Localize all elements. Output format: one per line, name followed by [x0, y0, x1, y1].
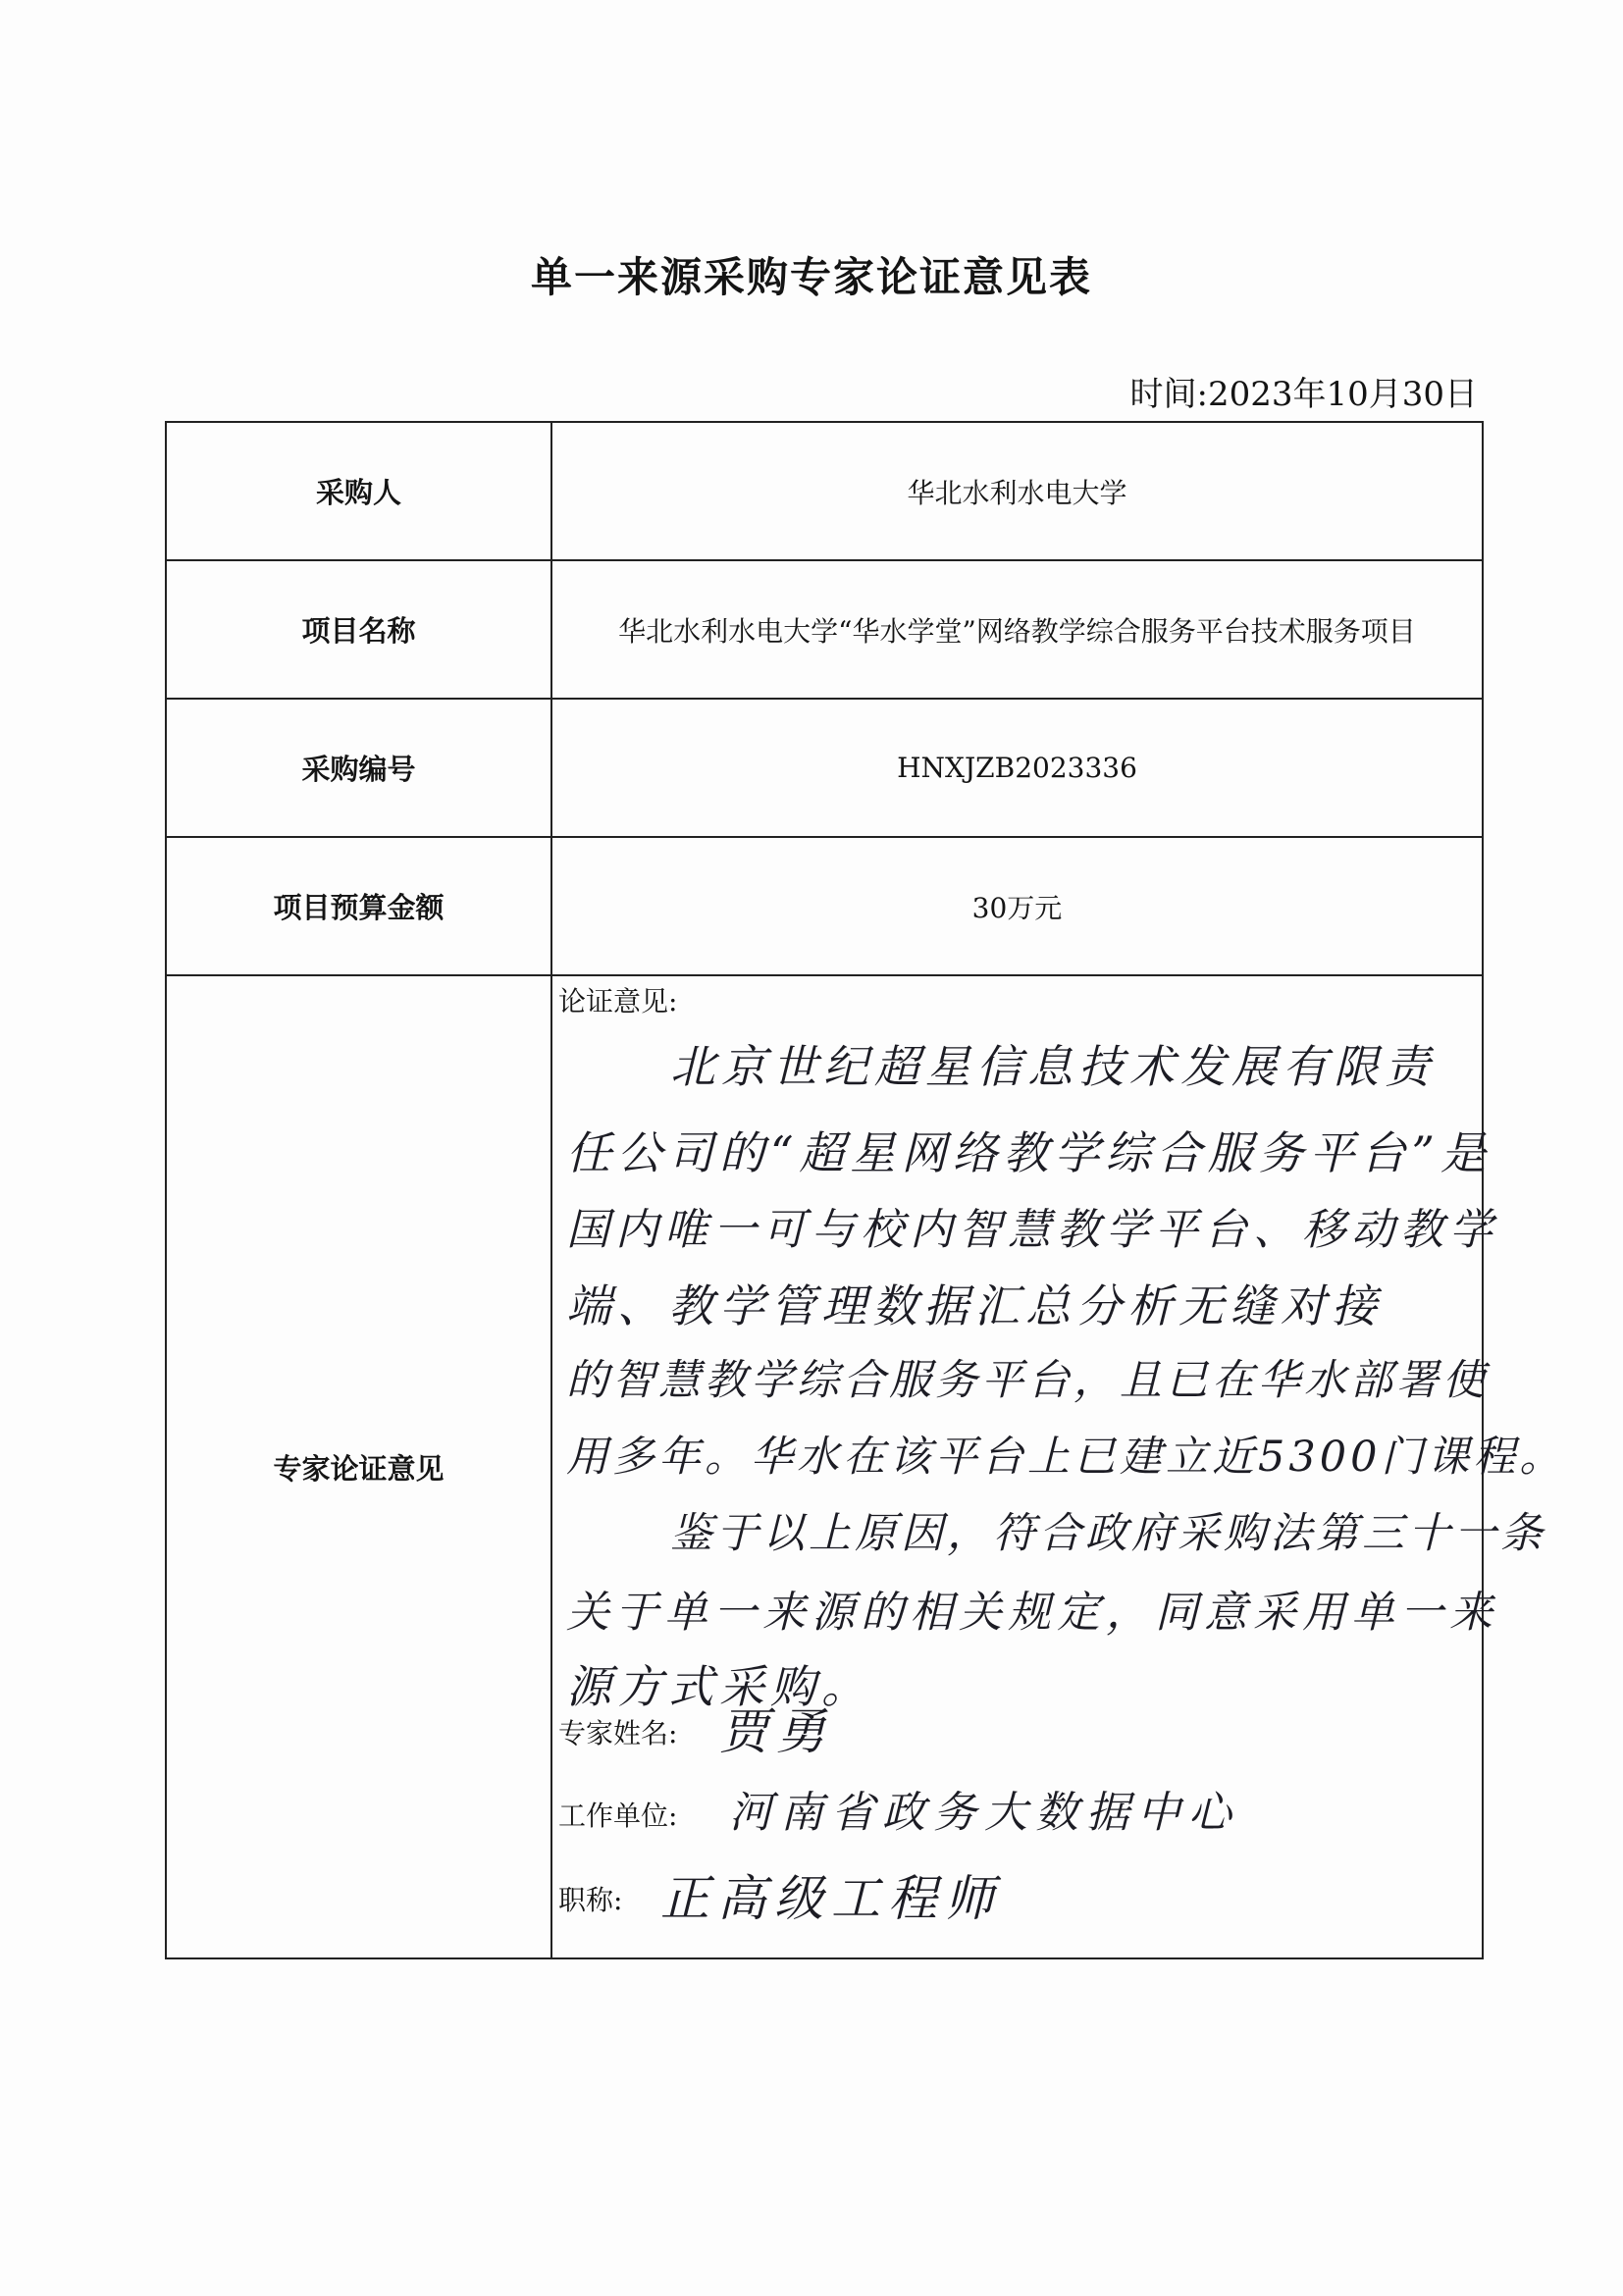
handwritten-line-8: 关于单一来源的相关规定，同意采用单一来	[566, 1588, 1498, 1638]
project-name-value: 华北水利水电大学“华水学堂”网络教学综合服务平台技术服务项目	[551, 560, 1483, 699]
procurement-number-label: 采购编号	[166, 699, 551, 837]
expert-name-label: 专家姓名:	[558, 1717, 678, 1749]
expert-opinion-cell	[551, 975, 1566, 1958]
budget-value: 30万元	[551, 837, 1483, 975]
work-unit-label: 工作单位:	[558, 1800, 678, 1832]
expert-opinion-label: 专家论证意见	[166, 975, 551, 1958]
document-title: 单一来源采购专家论证意见表	[530, 253, 1092, 301]
handwritten-line-4: 端、教学管理数据汇总分析无缝对接	[566, 1279, 1383, 1332]
expert-name-signature: 贾勇	[719, 1703, 833, 1760]
table-row-budget	[166, 837, 1483, 975]
handwritten-line-1: 北京世纪超星信息技术发展有限责	[670, 1040, 1436, 1093]
handwritten-line-7: 鉴于以上原因，符合政府采购法第三十一条	[670, 1509, 1546, 1558]
table-row-project-name	[166, 560, 1483, 699]
budget-label: 项目预算金额	[166, 837, 551, 975]
table-row-purchaser	[166, 422, 1483, 560]
title-value: 正高级工程师	[660, 1870, 1002, 1927]
opinion-heading: 论证意见:	[558, 985, 678, 1018]
document-date: 时间:2023年10月30日	[1129, 375, 1478, 414]
procurement-number-value: HNXJZB2023336	[551, 699, 1483, 837]
handwritten-line-9: 源方式采购。	[566, 1660, 872, 1713]
handwritten-line-6: 用多年。华水在该平台上已建立近5300门课程。	[566, 1433, 1566, 1482]
handwritten-line-5: 的智慧教学综合服务平台，且已在华水部署使	[566, 1356, 1489, 1405]
table-row-expert-opinion	[166, 975, 1483, 1958]
purchaser-label: 采购人	[166, 422, 551, 560]
handwritten-line-3: 国内唯一可与校内智慧教学平台、移动教学	[566, 1205, 1498, 1255]
table-row-procurement-number	[166, 699, 1483, 837]
opinion-form-table	[165, 421, 1566, 1959]
handwritten-line-2: 任公司的“超星网络教学综合服务平台”是	[566, 1126, 1492, 1179]
work-unit-value: 河南省政务大数据中心	[729, 1788, 1239, 1838]
purchaser-value: 华北水利水电大学	[551, 422, 1483, 560]
title-label: 职称:	[558, 1884, 623, 1916]
project-name-label: 项目名称	[166, 560, 551, 699]
